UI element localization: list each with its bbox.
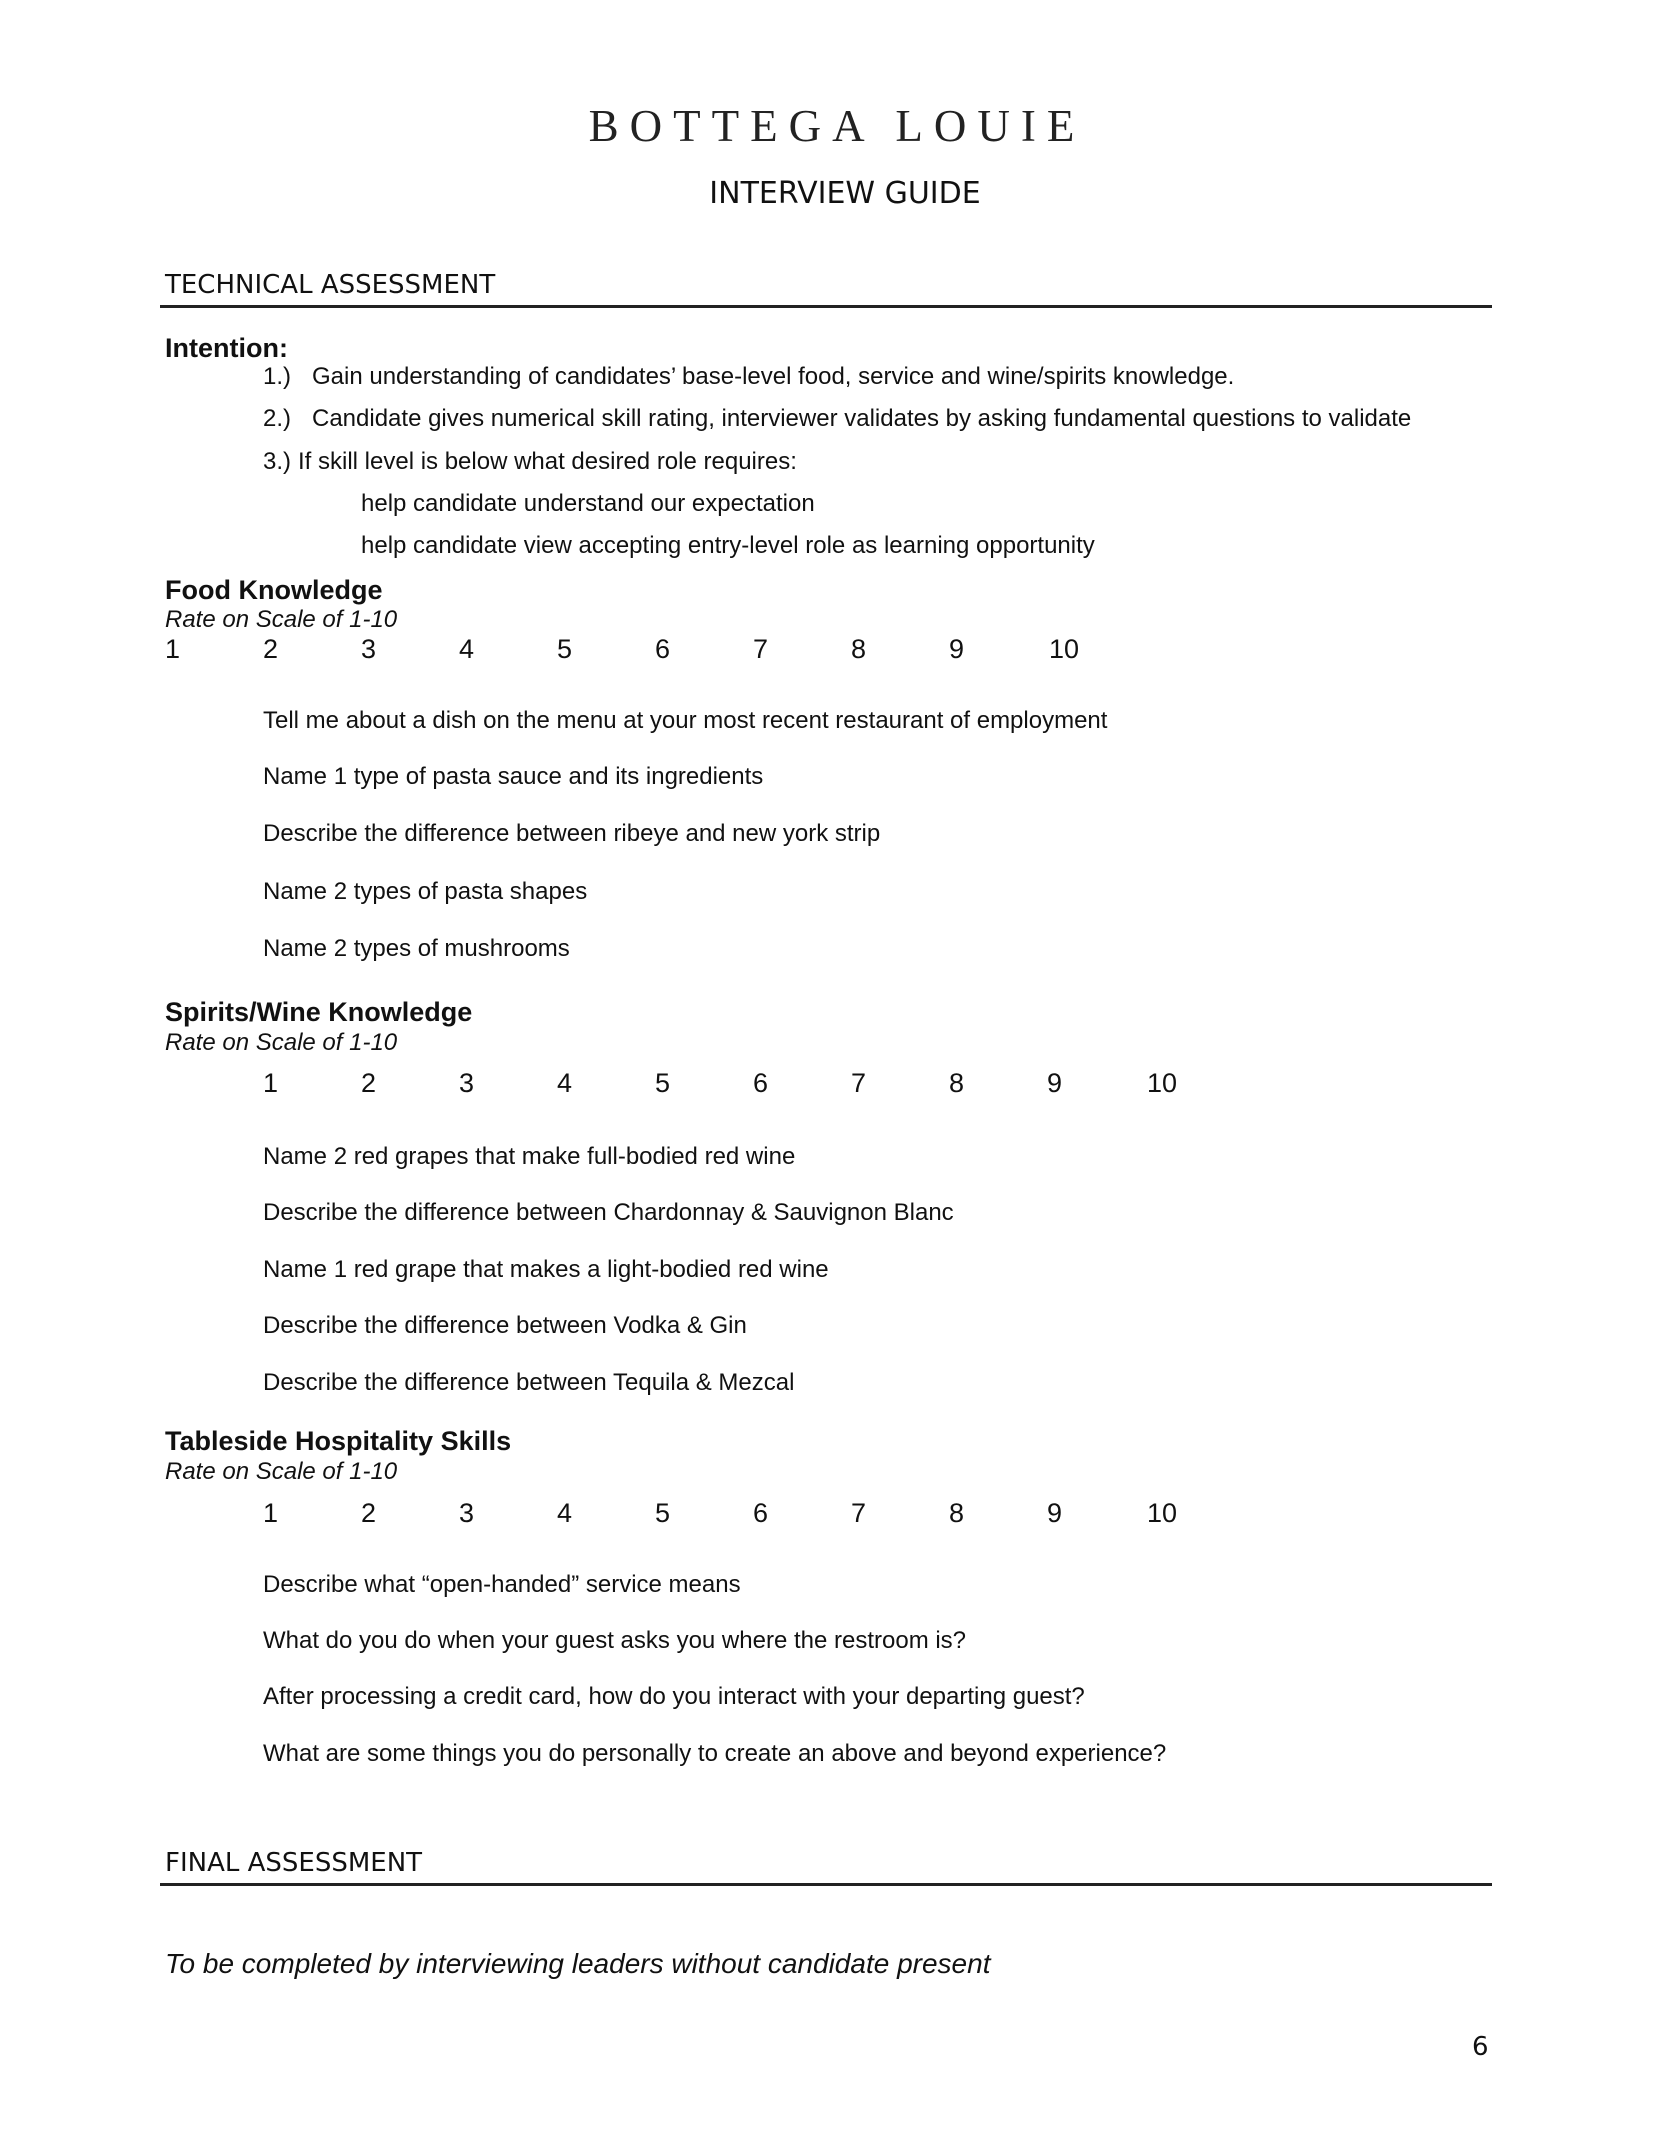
spirits-wine-question: Describe the difference between Chardonnay & Sauvignon Blanc bbox=[263, 1199, 954, 1226]
food-knowledge-heading: Food Knowledge bbox=[165, 575, 383, 605]
tableside-hospitality-question: What are some things you do personally to create an above and beyond experience? bbox=[263, 1740, 1167, 1767]
rating-option: 3 bbox=[459, 1498, 475, 1528]
food-question: Name 2 types of pasta shapes bbox=[263, 878, 588, 905]
technical-assessment-heading: TECHNICAL ASSESSMENT bbox=[165, 270, 496, 300]
rating-option: 10 bbox=[1147, 1068, 1178, 1098]
rating-option: 2 bbox=[361, 1068, 377, 1098]
rating-option: 3 bbox=[459, 1068, 475, 1098]
food-question: Describe the difference between ribeye and new york strip bbox=[263, 820, 881, 847]
rating-option: 9 bbox=[949, 634, 965, 664]
food-knowledge-scale-label: Rate on Scale of 1-10 bbox=[165, 606, 398, 633]
rating-option: 4 bbox=[557, 1498, 573, 1528]
rating-option: 6 bbox=[655, 634, 671, 664]
spirits-wine-question: Name 1 red grape that makes a light-bodied red wine bbox=[263, 1256, 829, 1283]
rating-option: 6 bbox=[753, 1068, 769, 1098]
final-assessment-rule bbox=[160, 1883, 1492, 1886]
rating-option: 7 bbox=[851, 1068, 867, 1098]
tableside-hospitality-question: After processing a credit card, how do you interact with your departing guest? bbox=[263, 1683, 1085, 1710]
rating-option: 1 bbox=[263, 1498, 279, 1528]
tableside-hospitality-heading: Tableside Hospitality Skills bbox=[165, 1426, 512, 1456]
intention-item-text: If skill level is below what desired role requires: bbox=[298, 448, 797, 475]
rating-option: 5 bbox=[557, 634, 573, 664]
rating-option: 5 bbox=[655, 1068, 671, 1098]
brand-logo: BOTTEGA LOUIE bbox=[588, 101, 1086, 151]
document-title: INTERVIEW GUIDE bbox=[709, 176, 981, 211]
intention-label: Intention: bbox=[165, 333, 288, 363]
rating-option: 4 bbox=[557, 1068, 573, 1098]
rating-option: 7 bbox=[851, 1498, 867, 1528]
intention-subitem: help candidate understand our expectation bbox=[361, 490, 815, 517]
spirits-wine-scale-label: Rate on Scale of 1-10 bbox=[165, 1029, 398, 1056]
intention-subitem: help candidate view accepting entry-level role as learning opportunity bbox=[361, 532, 1095, 559]
intention-item-number: 3.) bbox=[263, 448, 292, 475]
rating-option: 8 bbox=[949, 1498, 965, 1528]
tableside-hospitality-question: What do you do when your guest asks you where the restroom is? bbox=[263, 1627, 967, 1654]
intention-item-number: 1.) bbox=[263, 363, 292, 390]
tableside-hospitality-scale-label: Rate on Scale of 1-10 bbox=[165, 1458, 398, 1485]
rating-option: 9 bbox=[1047, 1068, 1063, 1098]
spirits-wine-knowledge-heading: Spirits/Wine Knowledge bbox=[165, 997, 473, 1027]
food-question: Name 1 type of pasta sauce and its ingredients bbox=[263, 763, 764, 790]
intention-item-number: 2.) bbox=[263, 405, 292, 432]
technical-assessment-rule bbox=[160, 305, 1492, 308]
intention-item-text: Gain understanding of candidates’ base-level food, service and wine/spirits knowledge. bbox=[312, 363, 1235, 390]
spirits-wine-question: Describe the difference between Vodka & Gin bbox=[263, 1312, 747, 1339]
rating-option: 8 bbox=[851, 634, 867, 664]
rating-option: 7 bbox=[753, 634, 769, 664]
spirits-wine-question: Name 2 red grapes that make full-bodied red wine bbox=[263, 1143, 796, 1170]
spirits-wine-question: Describe the difference between Tequila & Mezcal bbox=[263, 1369, 795, 1396]
food-question: Name 2 types of mushrooms bbox=[263, 935, 570, 962]
final-assessment-heading: FINAL ASSESSMENT bbox=[165, 1848, 423, 1878]
intention-item-text: Candidate gives numerical skill rating, interviewer validates by asking fundamental questions to validate bbox=[312, 405, 1412, 432]
rating-option: 2 bbox=[361, 1498, 377, 1528]
rating-option: 3 bbox=[361, 634, 377, 664]
rating-option: 6 bbox=[753, 1498, 769, 1528]
rating-option: 1 bbox=[165, 634, 181, 664]
rating-option: 10 bbox=[1147, 1498, 1178, 1528]
rating-option: 1 bbox=[263, 1068, 279, 1098]
rating-option: 2 bbox=[263, 634, 279, 664]
rating-option: 4 bbox=[459, 634, 475, 664]
tableside-hospitality-question: Describe what “open-handed” service means bbox=[263, 1571, 741, 1598]
rating-option: 10 bbox=[1049, 634, 1080, 664]
rating-option: 5 bbox=[655, 1498, 671, 1528]
page-number: 6 bbox=[1472, 2032, 1489, 2062]
final-assessment-note: To be completed by interviewing leaders without candidate present bbox=[165, 1948, 991, 1979]
food-question: Tell me about a dish on the menu at your most recent restaurant of employment bbox=[263, 707, 1108, 734]
rating-option: 9 bbox=[1047, 1498, 1063, 1528]
rating-option: 8 bbox=[949, 1068, 965, 1098]
